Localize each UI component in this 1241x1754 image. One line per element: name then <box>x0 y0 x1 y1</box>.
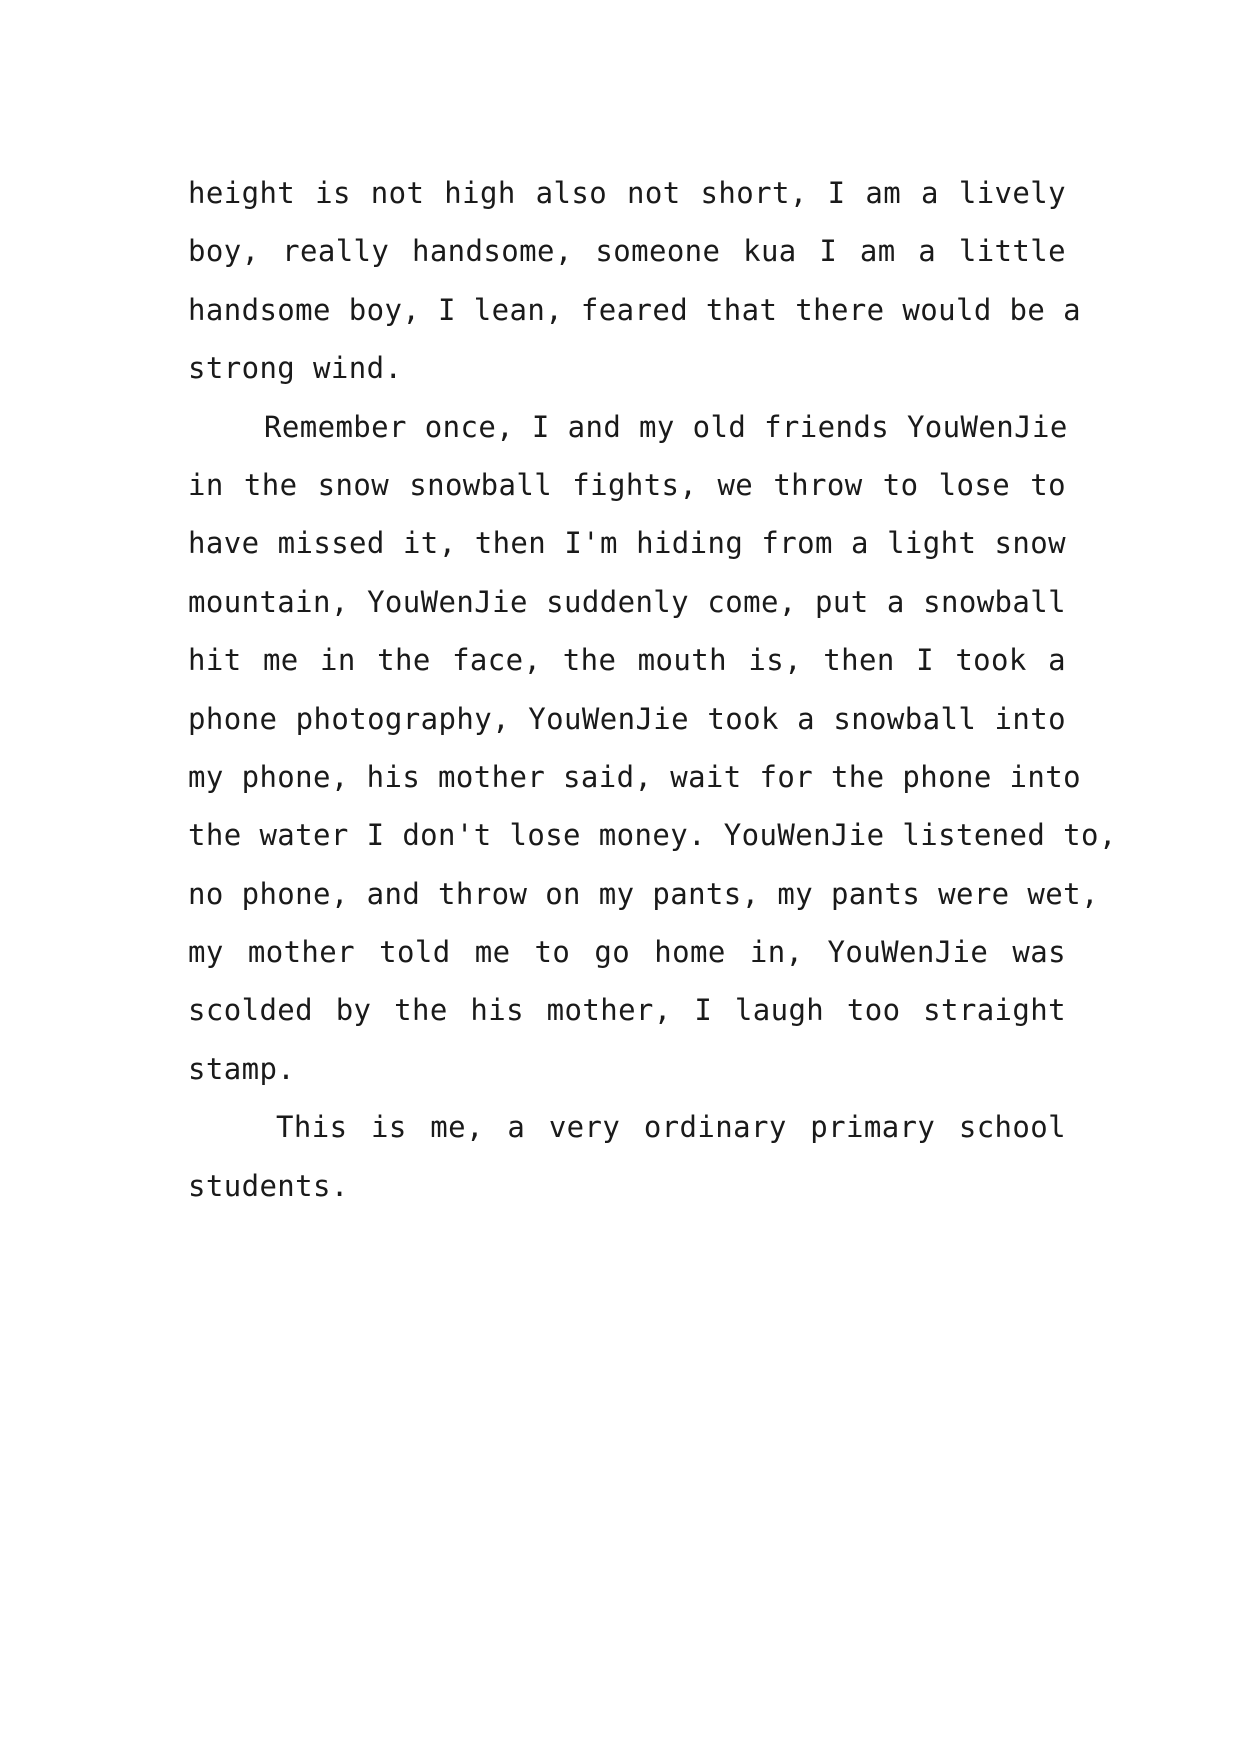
text-line: scolded by the his mother, I laugh too straight <box>188 993 1066 1028</box>
text-line: students. <box>188 1168 349 1203</box>
text-line: in the snow snowball fights, we throw to lose to <box>188 467 1066 502</box>
text-line: have missed it, then I'm hiding from a light snow <box>188 526 1066 561</box>
text-line: the water I don't lose money. YouWenJie listened to, <box>188 818 1117 853</box>
text-line: This is me, a very ordinary primary school <box>276 1110 1066 1145</box>
text-line: hit me in the face, the mouth is, then I took a <box>188 643 1066 678</box>
text-line: stamp. <box>188 1051 296 1086</box>
paragraph <box>188 398 1117 1099</box>
document-body <box>188 164 1117 1215</box>
text-line: phone photography, YouWenJie took a snowball into <box>188 701 1066 736</box>
paragraph <box>188 164 1081 398</box>
text-line: my phone, his mother said, wait for the phone into <box>188 759 1081 794</box>
text-line: no phone, and throw on my pants, my pants were wet, <box>188 876 1099 911</box>
text-line: height is not high also not short, I am a lively <box>188 176 1066 210</box>
text-line: strong wind. <box>188 351 403 386</box>
text-line: mountain, YouWenJie suddenly come, put a snowball <box>188 584 1066 619</box>
paragraph <box>188 1098 1066 1215</box>
text-line: handsome boy, I lean, feared that there would be a <box>188 292 1081 327</box>
text-line: boy, really handsome, someone kua I am a little <box>188 234 1066 269</box>
text-line: Remember once, I and my old friends YouWenJie <box>264 409 1068 444</box>
text-line: my mother told me to go home in, YouWenJie was <box>188 935 1066 970</box>
